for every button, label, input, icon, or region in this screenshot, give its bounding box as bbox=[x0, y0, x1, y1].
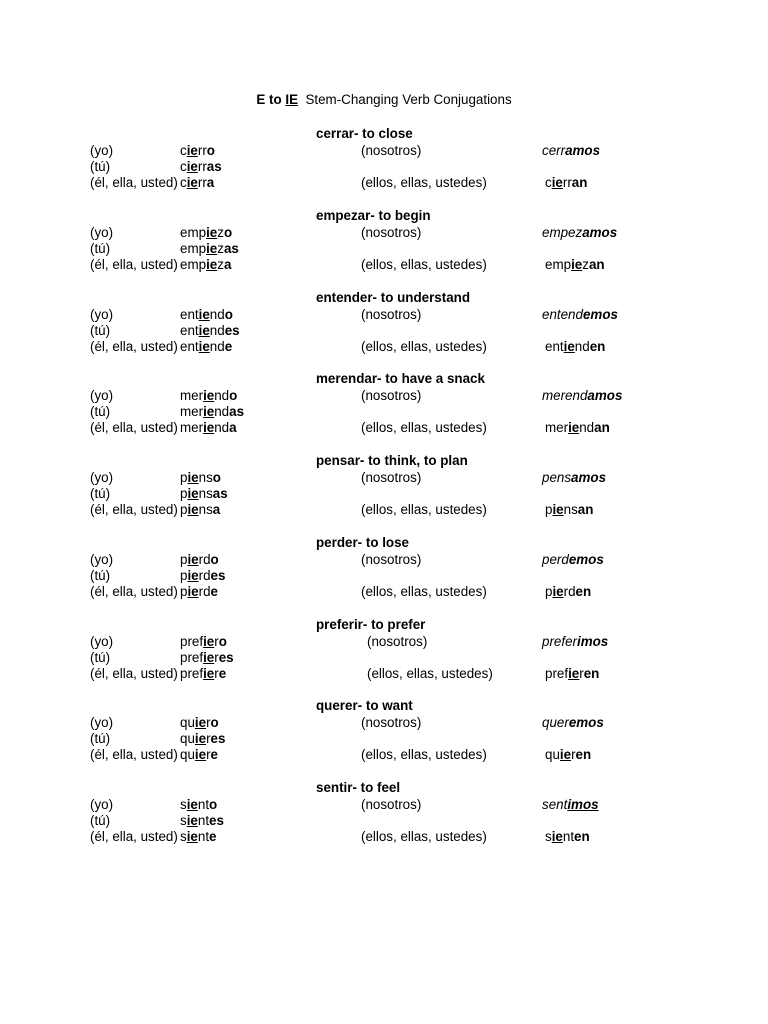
stem-change: ie bbox=[198, 323, 210, 338]
stem-change: ie bbox=[198, 307, 210, 322]
form-tu bbox=[180, 813, 224, 829]
verb-stem: perd bbox=[542, 552, 569, 567]
verb-stem: c bbox=[180, 175, 187, 190]
stem-change: ie bbox=[194, 715, 207, 730]
verb-stem: z bbox=[582, 257, 589, 272]
verb-stem: p bbox=[180, 486, 188, 501]
form-el bbox=[180, 420, 237, 436]
form-ellos bbox=[545, 175, 587, 191]
verb-stem: rr bbox=[197, 175, 207, 190]
form-nosotros bbox=[542, 634, 608, 650]
verb-title: pensar- to think, to plan bbox=[316, 453, 468, 468]
stem-change: ie bbox=[203, 634, 215, 649]
page-title bbox=[0, 92, 768, 108]
verb-ending: en bbox=[589, 339, 606, 354]
verb-stem: ent bbox=[545, 339, 564, 354]
verb-block bbox=[0, 208, 768, 288]
form-ellos bbox=[545, 747, 591, 763]
pronoun-el: (él, ella, usted) bbox=[90, 175, 178, 190]
stem-change: imos bbox=[567, 797, 599, 812]
verb-ending: as bbox=[229, 404, 245, 419]
verb-stem: ent bbox=[180, 339, 199, 354]
stem-change: ie bbox=[194, 747, 207, 762]
pronoun-nosotros: (nosotros) bbox=[361, 225, 422, 240]
verb-stem: pens bbox=[542, 470, 572, 485]
verb-stem: merend bbox=[542, 388, 588, 403]
stem-change: ie bbox=[186, 797, 198, 812]
pronoun-yo: (yo) bbox=[90, 143, 114, 158]
verb-stem: r bbox=[206, 731, 211, 746]
form-el bbox=[180, 584, 218, 600]
verb-ending: e bbox=[218, 666, 227, 681]
pronoun-nosotros: (nosotros) bbox=[361, 388, 422, 403]
verb-stem: c bbox=[180, 143, 187, 158]
verb-ending: o bbox=[212, 470, 221, 485]
verb-ending: an bbox=[594, 420, 610, 435]
verb-stem: r bbox=[571, 747, 576, 762]
verb-stem: r bbox=[214, 666, 219, 681]
form-nosotros bbox=[542, 715, 604, 731]
verb-stem: empez bbox=[542, 225, 583, 240]
verb-ending: o bbox=[210, 715, 219, 730]
verb-block bbox=[0, 453, 768, 533]
verb-ending: amos bbox=[565, 143, 601, 158]
verb-stem: r bbox=[206, 715, 211, 730]
stem-change: ie bbox=[194, 731, 207, 746]
form-el bbox=[180, 175, 214, 191]
verb-stem: r bbox=[206, 747, 211, 762]
verb-block bbox=[0, 371, 768, 451]
verb-title: preferir- to prefer bbox=[316, 617, 426, 632]
verb-stem: entend bbox=[542, 307, 583, 322]
form-ellos bbox=[545, 502, 593, 518]
pronoun-nosotros: (nosotros) bbox=[361, 797, 422, 812]
stem-change: ie bbox=[187, 552, 199, 567]
verb-ending: an bbox=[588, 257, 605, 272]
form-ellos bbox=[545, 420, 610, 436]
verb-ending: o bbox=[210, 552, 219, 567]
verb-block bbox=[0, 780, 768, 860]
verb-ending: e bbox=[209, 829, 217, 844]
form-yo bbox=[180, 634, 227, 650]
verb-ending: e bbox=[224, 339, 233, 354]
verb-ending: es bbox=[210, 731, 226, 746]
verb-ending: o bbox=[209, 797, 218, 812]
stem-change: ie bbox=[203, 666, 215, 681]
verb-stem: rd bbox=[563, 584, 576, 599]
verb-ending: a bbox=[229, 420, 237, 435]
verb-ending: as bbox=[212, 486, 228, 501]
verb-stem: qu bbox=[180, 715, 195, 730]
verb-stem: pref bbox=[180, 666, 204, 681]
verb-stem: mer bbox=[545, 420, 569, 435]
stem-change: ie bbox=[186, 813, 198, 828]
pronoun-yo: (yo) bbox=[90, 715, 114, 730]
verb-stem: nd bbox=[574, 339, 590, 354]
verb-stem: quer bbox=[542, 715, 569, 730]
verb-stem: nd bbox=[209, 339, 225, 354]
verb-stem: z bbox=[217, 241, 224, 256]
verb-ending: es bbox=[209, 813, 224, 828]
verb-stem: s bbox=[180, 813, 187, 828]
form-ellos bbox=[545, 257, 605, 273]
pronoun-el: (él, ella, usted) bbox=[90, 584, 178, 599]
verb-block bbox=[0, 535, 768, 615]
form-tu bbox=[180, 159, 222, 175]
verb-title: empezar- to begin bbox=[316, 208, 431, 223]
verb-stem: rd bbox=[198, 584, 211, 599]
form-yo bbox=[180, 225, 232, 241]
stem-change: ie bbox=[552, 584, 564, 599]
pronoun-tu: (tú) bbox=[90, 404, 111, 419]
pronoun-yo: (yo) bbox=[90, 797, 114, 812]
verb-stem: r bbox=[214, 650, 219, 665]
stem-change: ie bbox=[187, 568, 199, 583]
form-nosotros bbox=[542, 470, 606, 486]
stem-change: ie bbox=[203, 404, 215, 419]
verb-stem: z bbox=[217, 225, 224, 240]
stem-change: ie bbox=[203, 650, 215, 665]
verb-ending: o bbox=[206, 143, 215, 158]
verb-ending: emos bbox=[568, 715, 604, 730]
verb-stem: nd bbox=[214, 388, 230, 403]
verb-block bbox=[0, 290, 768, 370]
verb-stem: c bbox=[180, 159, 187, 174]
verb-stem: mer bbox=[180, 420, 204, 435]
form-el bbox=[180, 747, 218, 763]
verb-stem: rd bbox=[198, 552, 211, 567]
verb-stem: emp bbox=[180, 241, 207, 256]
pronoun-tu: (tú) bbox=[90, 650, 111, 665]
pronoun-tu: (tú) bbox=[90, 323, 111, 338]
verb-stem: nd bbox=[214, 420, 230, 435]
verb-stem: pref bbox=[180, 650, 204, 665]
verb-block bbox=[0, 126, 768, 206]
pronoun-el: (él, ella, usted) bbox=[90, 502, 178, 517]
pronoun-ellos: (ellos, ellas, ustedes) bbox=[361, 420, 487, 435]
verb-ending: a bbox=[206, 175, 215, 190]
title-part-e-to: E to bbox=[256, 92, 286, 107]
pronoun-tu: (tú) bbox=[90, 486, 111, 501]
pronoun-nosotros: (nosotros) bbox=[367, 634, 428, 649]
form-ellos bbox=[545, 666, 599, 682]
stem-change: ie bbox=[187, 502, 199, 517]
verb-stem: sent bbox=[542, 797, 568, 812]
form-yo bbox=[180, 470, 221, 486]
verb-stem: emp bbox=[180, 225, 207, 240]
stem-change: ie bbox=[206, 241, 218, 256]
verb-ending: an bbox=[571, 175, 588, 190]
verb-stem: nt bbox=[197, 813, 210, 828]
verb-ending: o bbox=[223, 225, 233, 240]
pronoun-el: (él, ella, usted) bbox=[90, 339, 178, 354]
verb-stem: rr bbox=[562, 175, 572, 190]
stem-change: ie bbox=[187, 486, 199, 501]
form-el bbox=[180, 829, 217, 845]
verb-ending: en bbox=[574, 829, 590, 844]
verb-ending: e bbox=[210, 584, 218, 599]
form-nosotros bbox=[542, 552, 604, 568]
verb-stem: p bbox=[180, 502, 188, 517]
verb-stem: emp bbox=[180, 257, 207, 272]
pronoun-tu: (tú) bbox=[90, 813, 111, 828]
stem-change: ie bbox=[187, 584, 199, 599]
pronoun-nosotros: (nosotros) bbox=[361, 470, 422, 485]
verb-ending: e bbox=[210, 747, 218, 762]
form-tu bbox=[180, 731, 225, 747]
verb-stem: r bbox=[214, 634, 219, 649]
pronoun-yo: (yo) bbox=[90, 307, 114, 322]
form-yo bbox=[180, 388, 237, 404]
stem-change: ie bbox=[186, 829, 198, 844]
verb-stem: pref bbox=[180, 634, 204, 649]
pronoun-tu: (tú) bbox=[90, 568, 111, 583]
pronoun-el: (él, ella, usted) bbox=[90, 829, 178, 844]
stem-change: ie bbox=[198, 339, 210, 354]
stem-change: ie bbox=[186, 175, 198, 190]
verb-ending: es bbox=[224, 323, 240, 338]
form-yo bbox=[180, 552, 219, 568]
verb-ending: o bbox=[224, 307, 233, 322]
pronoun-ellos: (ellos, ellas, ustedes) bbox=[361, 747, 487, 762]
pronoun-el: (él, ella, usted) bbox=[90, 420, 178, 435]
form-el bbox=[180, 502, 220, 518]
pronoun-yo: (yo) bbox=[90, 388, 114, 403]
verb-stem: nd bbox=[209, 323, 225, 338]
verb-stem: ent bbox=[180, 307, 199, 322]
form-nosotros bbox=[542, 797, 599, 813]
verb-stem: ent bbox=[180, 323, 199, 338]
verb-stem: ns bbox=[563, 502, 578, 517]
stem-change: ie bbox=[203, 420, 215, 435]
form-tu bbox=[180, 323, 240, 339]
verb-title: perder- to lose bbox=[316, 535, 410, 550]
verb-ending: a bbox=[212, 502, 221, 517]
stem-change: ie bbox=[551, 175, 563, 190]
form-tu bbox=[180, 241, 239, 257]
verb-ending: es bbox=[218, 650, 234, 665]
pronoun-nosotros: (nosotros) bbox=[361, 715, 422, 730]
form-yo bbox=[180, 715, 219, 731]
stem-change: ie bbox=[186, 159, 198, 174]
verb-stem: ns bbox=[198, 470, 213, 485]
verb-ending: as bbox=[223, 241, 239, 256]
verb-stem: nt bbox=[562, 829, 575, 844]
pronoun-tu: (tú) bbox=[90, 159, 111, 174]
pronoun-nosotros: (nosotros) bbox=[361, 552, 422, 567]
verb-stem: rr bbox=[197, 143, 207, 158]
form-nosotros bbox=[542, 307, 618, 323]
pronoun-yo: (yo) bbox=[90, 470, 114, 485]
verb-ending: emos bbox=[568, 552, 604, 567]
pronoun-ellos: (ellos, ellas, ustedes) bbox=[361, 829, 487, 844]
verb-stem: qu bbox=[180, 747, 195, 762]
verb-ending: amos bbox=[587, 388, 623, 403]
verb-block bbox=[0, 617, 768, 697]
pronoun-nosotros: (nosotros) bbox=[361, 307, 422, 322]
stem-change: ie bbox=[206, 225, 218, 240]
pronoun-ellos: (ellos, ellas, ustedes) bbox=[361, 502, 487, 517]
verb-ending: amos bbox=[571, 470, 607, 485]
pronoun-yo: (yo) bbox=[90, 225, 114, 240]
verb-stem: nd bbox=[579, 420, 595, 435]
verb-ending: en bbox=[575, 747, 592, 762]
form-el bbox=[180, 257, 231, 273]
form-yo bbox=[180, 307, 233, 323]
verb-stem: emp bbox=[545, 257, 572, 272]
form-tu bbox=[180, 486, 228, 502]
verb-ending: o bbox=[218, 634, 227, 649]
pronoun-el: (él, ella, usted) bbox=[90, 747, 178, 762]
form-el bbox=[180, 666, 226, 682]
stem-change: ie bbox=[571, 257, 583, 272]
form-el bbox=[180, 339, 232, 355]
verb-title: querer- to want bbox=[316, 698, 413, 713]
title-part-ie: IE bbox=[285, 92, 299, 107]
pronoun-yo: (yo) bbox=[90, 634, 114, 649]
form-nosotros bbox=[542, 225, 617, 241]
verb-stem: p bbox=[180, 568, 188, 583]
stem-change: ie bbox=[559, 747, 572, 762]
verb-stem: rr bbox=[197, 159, 207, 174]
pronoun-ellos: (ellos, ellas, ustedes) bbox=[361, 339, 487, 354]
verb-stem: ns bbox=[198, 486, 213, 501]
verb-stem: s bbox=[180, 797, 187, 812]
form-ellos bbox=[545, 339, 605, 355]
verb-ending: imos bbox=[576, 634, 609, 649]
pronoun-nosotros: (nosotros) bbox=[361, 143, 422, 158]
form-ellos bbox=[545, 584, 591, 600]
stem-change: ie bbox=[568, 666, 580, 681]
pronoun-ellos: (ellos, ellas, ustedes) bbox=[367, 666, 493, 681]
verb-title: merendar- to have a snack bbox=[316, 371, 485, 386]
pronoun-el: (él, ella, usted) bbox=[90, 666, 178, 681]
form-nosotros bbox=[542, 143, 600, 159]
verb-ending: en bbox=[575, 584, 592, 599]
form-tu bbox=[180, 568, 225, 584]
pronoun-ellos: (ellos, ellas, ustedes) bbox=[361, 175, 487, 190]
verb-stem: s bbox=[180, 829, 187, 844]
verb-stem: qu bbox=[180, 731, 195, 746]
pronoun-ellos: (ellos, ellas, ustedes) bbox=[361, 584, 487, 599]
verb-stem: p bbox=[180, 584, 188, 599]
verb-stem: rd bbox=[198, 568, 211, 583]
title-part-rest: Stem-Changing Verb Conjugations bbox=[298, 92, 512, 107]
pronoun-tu: (tú) bbox=[90, 731, 111, 746]
verb-ending: as bbox=[206, 159, 222, 174]
verb-stem: cerr bbox=[542, 143, 566, 158]
verb-title: entender- to understand bbox=[316, 290, 470, 305]
verb-stem: c bbox=[545, 175, 552, 190]
verb-stem: mer bbox=[180, 388, 204, 403]
stem-change: ie bbox=[206, 257, 218, 272]
form-yo bbox=[180, 797, 217, 813]
verb-ending: es bbox=[210, 568, 226, 583]
verb-stem: nt bbox=[197, 797, 210, 812]
verb-stem: nt bbox=[197, 829, 210, 844]
verb-ending: o bbox=[229, 388, 238, 403]
verb-stem: ns bbox=[198, 502, 213, 517]
pronoun-tu: (tú) bbox=[90, 241, 111, 256]
verb-stem: nd bbox=[214, 404, 230, 419]
verb-stem: s bbox=[545, 829, 552, 844]
form-tu bbox=[180, 650, 234, 666]
form-yo bbox=[180, 143, 215, 159]
verb-stem: p bbox=[180, 552, 188, 567]
verb-block bbox=[0, 698, 768, 778]
verb-stem: z bbox=[217, 257, 224, 272]
verb-stem: pref bbox=[545, 666, 569, 681]
verb-stem: nd bbox=[209, 307, 225, 322]
form-ellos bbox=[545, 829, 590, 845]
stem-change: ie bbox=[563, 339, 575, 354]
pronoun-ellos: (ellos, ellas, ustedes) bbox=[361, 257, 487, 272]
stem-change: ie bbox=[552, 502, 564, 517]
verb-title: cerrar- to close bbox=[316, 126, 413, 141]
verb-stem: prefer bbox=[542, 634, 577, 649]
verb-stem: p bbox=[545, 502, 553, 517]
verb-ending: emos bbox=[582, 307, 618, 322]
verb-ending: a bbox=[223, 257, 232, 272]
stem-change: ie bbox=[186, 143, 198, 158]
verb-stem: mer bbox=[180, 404, 204, 419]
form-tu bbox=[180, 404, 244, 420]
form-nosotros bbox=[542, 388, 622, 404]
verb-ending: amos bbox=[582, 225, 618, 240]
stem-change: ie bbox=[187, 470, 199, 485]
stem-change: ie bbox=[568, 420, 580, 435]
pronoun-yo: (yo) bbox=[90, 552, 114, 567]
verb-ending: en bbox=[583, 666, 600, 681]
pronoun-el: (él, ella, usted) bbox=[90, 257, 178, 272]
verb-ending: an bbox=[577, 502, 594, 517]
stem-change: ie bbox=[203, 388, 215, 403]
verb-stem: p bbox=[180, 470, 188, 485]
verb-title: sentir- to feel bbox=[316, 780, 401, 795]
verb-stem: r bbox=[579, 666, 584, 681]
verb-stem: p bbox=[545, 584, 553, 599]
stem-change: ie bbox=[551, 829, 563, 844]
verb-stem: qu bbox=[545, 747, 560, 762]
